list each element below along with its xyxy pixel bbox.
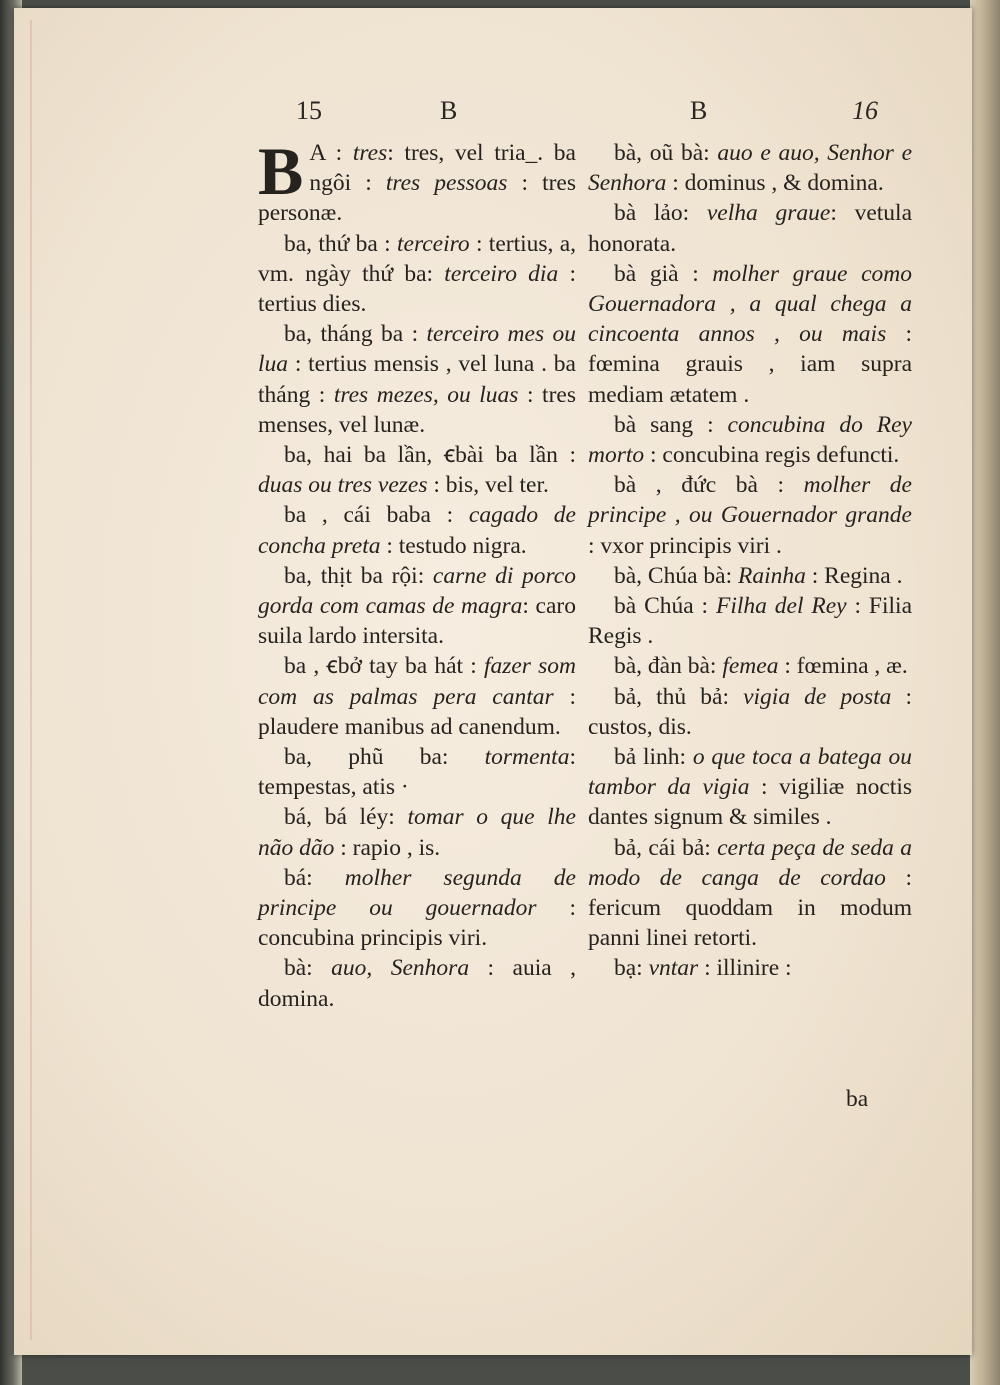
entry-text: ba, tháng ba : — [284, 321, 427, 348]
dictionary-entry — [258, 440, 576, 500]
entry-text: ba , ꞓbở tay ba hát : — [284, 653, 484, 680]
catchword: ba — [846, 1086, 869, 1112]
dictionary-entry — [258, 863, 576, 954]
dictionary-entry — [258, 229, 576, 320]
entry-text: bà lảo: — [614, 200, 707, 227]
portuguese-gloss: tormenta — [484, 744, 570, 771]
entry-text: bả, thủ bả: — [614, 683, 744, 710]
dictionary-entry — [588, 833, 912, 954]
dictionary-entry — [588, 259, 912, 410]
entry-text: bà: — [284, 955, 332, 982]
dictionary-entry — [588, 410, 912, 470]
right-column — [588, 138, 912, 984]
dictionary-entry — [588, 651, 912, 681]
portuguese-gloss: auo, Senhora — [331, 955, 470, 982]
dictionary-entry — [258, 561, 576, 652]
portuguese-gloss: femea — [722, 653, 779, 680]
entry-text: bả linh: — [614, 744, 693, 771]
entry-text: : tertius, a, vm. ngày thứ ba: — [258, 230, 577, 287]
entry-text: : vigiliæ noctis dantes signum & similes . — [588, 774, 912, 831]
portuguese-gloss: molher de principe , ou Gouernador grande — [588, 472, 912, 529]
portuguese-gloss: certa peça de seda a modo de canga de cordao — [588, 834, 912, 891]
entry-text: ba, phũ ba: — [284, 744, 485, 771]
entry-text: bả, cái bả: — [614, 834, 718, 861]
entry-text: : custos, dis. — [588, 683, 913, 740]
entry-text: ba , cái baba : — [284, 502, 469, 529]
dictionary-entry — [258, 319, 576, 440]
entry-text: : vxor principis viri . — [588, 532, 782, 559]
entry-text: : bis, vel ter. — [427, 472, 549, 499]
portuguese-gloss: tres mezes, ou luas — [333, 381, 519, 408]
portuguese-gloss: concubina do Rey morto — [588, 411, 912, 469]
entry-text: A : — [309, 140, 353, 166]
dictionary-entry — [588, 742, 912, 833]
entry-text: ba, thịt ba rội: — [284, 562, 433, 589]
entry-text: ba, thứ ba : — [284, 230, 397, 257]
dictionary-entry — [258, 953, 576, 1013]
dictionary-entry — [258, 133, 576, 229]
entry-text: bà già : — [614, 260, 713, 287]
entry-text: bá, bá léy: — [284, 804, 408, 831]
dictionary-entry — [258, 802, 576, 862]
entry-text: bạ: — [614, 955, 649, 982]
portuguese-gloss: fazer som com as palmas pera cantar — [258, 653, 576, 710]
entry-text: bà sang : — [614, 411, 728, 438]
portuguese-gloss: molher graue como Gouernadora , a qual chega a cincoenta annos , ou mais — [588, 260, 912, 348]
entry-text: : fericum quoddam in modum panni linei retorti. — [588, 864, 913, 952]
entry-text: bà, đàn bà: — [614, 653, 723, 680]
portuguese-gloss: Filha del Rey — [715, 593, 847, 620]
portuguese-gloss: o que toca a batega ou tambor da vigia — [588, 744, 912, 801]
entry-text: : rapio , is. — [334, 834, 441, 861]
entry-text: : tres, vel tria_. ba ngôi : — [309, 140, 576, 197]
portuguese-gloss: carne di porco gorda com camas de magra — [258, 562, 576, 620]
dictionary-entry — [588, 682, 912, 742]
left-page-number: 15 — [296, 96, 322, 125]
entry-text: : illinire : — [698, 955, 792, 982]
dictionary-entry — [588, 953, 912, 983]
portuguese-gloss: tomar o que lhe não dão — [258, 804, 576, 861]
entry-text: : fœmina , æ. — [778, 653, 908, 680]
entry-text: : tempestas, atis · — [258, 744, 576, 801]
right-entries — [588, 138, 912, 984]
entry-text: : vetula honorata. — [588, 200, 913, 257]
dictionary-entry — [258, 742, 576, 802]
entry-text: : auia , domina. — [258, 955, 577, 1012]
portuguese-gloss: cagado de concha preta — [258, 502, 576, 559]
entry-text: : Filia Regis . — [588, 593, 912, 650]
portuguese-gloss: vigia de posta — [743, 683, 892, 710]
portuguese-gloss: tres pessoas — [385, 170, 508, 197]
portuguese-gloss: Rainha — [738, 562, 806, 589]
portuguese-gloss: terceiro mes ou lua — [258, 321, 576, 378]
dictionary-entry — [588, 470, 912, 561]
portuguese-gloss: terceiro — [397, 230, 470, 257]
portuguese-gloss: velha graue — [706, 200, 831, 227]
entry-text: bà, Chúa bà: — [614, 562, 738, 589]
entry-text: : plaudere manibus ad canendum. — [258, 683, 577, 740]
portuguese-gloss: tres — [352, 140, 388, 166]
entry-text: : concubina principis viri. — [258, 895, 576, 952]
entry-text: : testudo nigra. — [380, 532, 527, 559]
left-column — [258, 133, 577, 1014]
dictionary-entry — [588, 198, 912, 258]
dictionary-entry — [588, 591, 912, 651]
entry-text: : tertius dies. — [258, 260, 576, 318]
right-column-letter: B — [690, 96, 708, 125]
portuguese-gloss: terceiro dia — [444, 260, 559, 287]
facing-page-edge — [970, 0, 1000, 1385]
page-margin-stain — [30, 20, 32, 1340]
entry-text: : tres personæ. — [258, 170, 576, 227]
drop-cap: B — [258, 133, 304, 209]
left-column-letter: B — [440, 96, 458, 125]
entry-text: ba, hai ba lần, ꞓbài ba lần : — [284, 442, 576, 469]
dictionary-entry — [588, 138, 912, 198]
entry-text: bà Chúa : — [614, 593, 716, 620]
entry-text: : dominus , & domina. — [666, 170, 884, 197]
entry-text: : Regina . — [805, 562, 903, 589]
entry-text: : tres menses, vel lunæ. — [258, 381, 576, 438]
entry-text: : caro suila lardo intersita. — [258, 593, 576, 650]
entry-text: : tertius mensis , vel luna . ba tháng : — [258, 351, 576, 408]
entry-text: : fœmina grauis , iam supra mediam ætatem . — [588, 321, 913, 408]
left-entries — [258, 133, 577, 1014]
entry-text: bà , đức bà : — [614, 472, 804, 499]
entry-text: : concubina regis defuncti. — [644, 442, 900, 469]
portuguese-gloss: duas ou tres vezes — [258, 472, 428, 499]
dictionary-entry — [588, 561, 912, 591]
right-page-number: 16 — [852, 96, 878, 125]
entry-text: bá: — [284, 864, 345, 891]
dictionary-entry — [258, 651, 576, 742]
entry-text: bà, oũ bà: — [614, 140, 718, 166]
dictionary-entry — [258, 500, 576, 560]
portuguese-gloss: vntar — [648, 955, 699, 982]
portuguese-gloss: auo e auo, Senhor e Senhora — [588, 140, 912, 197]
portuguese-gloss: molher segunda de principe ou gouernador — [258, 864, 576, 922]
